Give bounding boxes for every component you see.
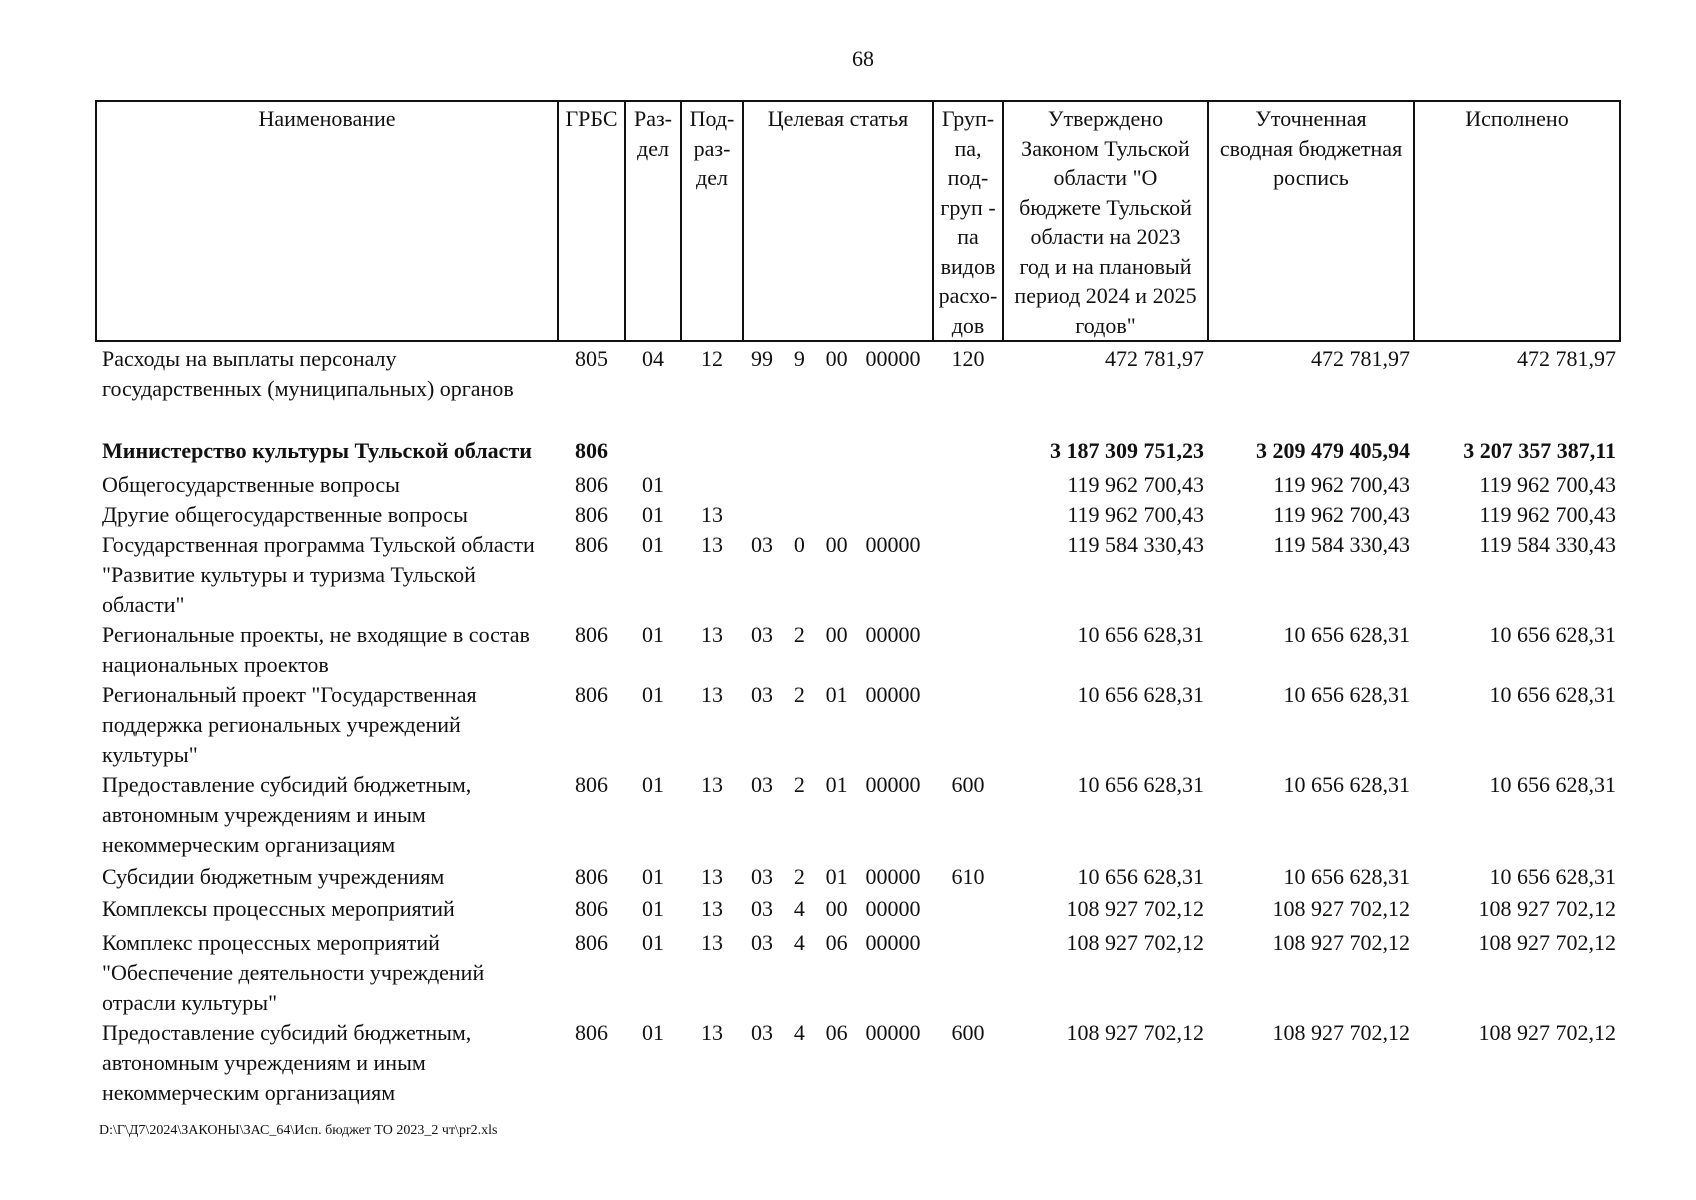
row-podrazdel: 13 — [701, 1020, 723, 1045]
target-article-part: 03 — [751, 930, 773, 955]
target-article-part: 2 — [793, 682, 805, 707]
target-article-parts — [745, 680, 931, 710]
row-target-article — [743, 466, 933, 500]
row-grbs: 806 — [575, 930, 608, 955]
row-target-article — [743, 1018, 933, 1108]
row-executed: 3 207 357 387,11 — [1463, 438, 1616, 463]
target-article-part: 00000 — [865, 930, 921, 955]
header-refined: Уточненная сводная бюджетная роспись — [1208, 101, 1414, 341]
row-razdel: 01 — [642, 622, 664, 647]
row-grbs: 806 — [575, 502, 608, 527]
row-razdel: 01 — [642, 472, 664, 497]
row-grbs: 806 — [575, 532, 608, 557]
row-group — [933, 680, 1003, 770]
table-row — [96, 680, 1620, 770]
row-refined: 108 927 702,12 — [1272, 930, 1410, 955]
table-row — [96, 500, 1620, 530]
table-row — [96, 1018, 1620, 1108]
row-approved: 119 962 700,43 — [1067, 502, 1204, 527]
row-razdel: 04 — [642, 346, 664, 371]
row-grbs: 806 — [575, 622, 608, 647]
row-name: Расходы на выплаты персоналу государственных (муниципальных) органов — [102, 346, 514, 401]
target-article-part: 03 — [751, 622, 773, 647]
target-article-parts — [745, 862, 931, 892]
target-article-part: 00000 — [865, 346, 921, 371]
row-razdel: 01 — [642, 864, 664, 889]
target-article-parts — [745, 530, 931, 560]
row-podrazdel: 13 — [701, 622, 723, 647]
row-executed: 108 927 702,12 — [1478, 1020, 1616, 1045]
row-target-article — [743, 500, 933, 530]
target-article-part: 2 — [793, 772, 805, 797]
row-grbs: 806 — [575, 682, 608, 707]
row-approved: 10 656 628,31 — [1077, 864, 1204, 889]
row-name: Государственная программа Тульской области "Развитие культуры и туризма Тульской области" — [102, 532, 535, 617]
target-article-part: 00 — [825, 532, 848, 557]
table-row — [96, 928, 1620, 1018]
row-name: Предоставление субсидий бюджетным, автономным учреждениям и иным некоммерческим организациям — [102, 1020, 472, 1105]
row-approved: 119 584 330,43 — [1067, 532, 1204, 557]
row-podrazdel: 13 — [701, 930, 723, 955]
header-podrazdel: Под- раз- дел — [681, 101, 743, 341]
row-grbs: 805 — [575, 346, 608, 371]
target-article-part: 03 — [751, 1020, 773, 1045]
row-group — [933, 466, 1003, 500]
row-executed: 108 927 702,12 — [1478, 896, 1616, 921]
row-approved: 10 656 628,31 — [1077, 622, 1204, 647]
row-refined: 10 656 628,31 — [1283, 622, 1410, 647]
row-refined: 3 209 479 405,94 — [1256, 438, 1410, 463]
row-approved: 10 656 628,31 — [1077, 682, 1204, 707]
target-article-part: 03 — [751, 532, 773, 557]
row-executed: 119 962 700,43 — [1479, 502, 1616, 527]
row-approved: 10 656 628,31 — [1077, 772, 1204, 797]
row-razdel: 01 — [642, 682, 664, 707]
row-razdel — [625, 404, 681, 466]
table-row — [96, 770, 1620, 860]
row-group — [933, 894, 1003, 928]
header-razdel: Раз- дел — [625, 101, 681, 341]
target-article-part: 4 — [793, 1020, 805, 1045]
target-article-part: 00000 — [865, 1020, 921, 1045]
row-approved: 472 781,97 — [1105, 346, 1204, 371]
target-article-parts — [745, 894, 931, 924]
budget-table — [95, 100, 1621, 1108]
header-executed: Исполнено — [1414, 101, 1620, 341]
row-grbs: 806 — [575, 896, 608, 921]
target-article-part: 00000 — [865, 772, 921, 797]
page-number: 68 — [852, 46, 874, 71]
row-executed: 119 584 330,43 — [1479, 532, 1616, 557]
table-row — [96, 404, 1620, 466]
row-executed: 10 656 628,31 — [1489, 772, 1616, 797]
row-grbs: 806 — [575, 438, 608, 463]
row-razdel: 01 — [642, 896, 664, 921]
row-refined: 119 962 700,43 — [1273, 502, 1410, 527]
target-article-part: 01 — [825, 682, 848, 707]
target-article-part: 4 — [793, 896, 805, 921]
target-article-part: 00000 — [865, 622, 921, 647]
row-name: Региональный проект "Государственная поддержка региональных учреждений культуры" — [102, 682, 477, 767]
row-executed: 472 781,97 — [1517, 346, 1616, 371]
row-refined: 10 656 628,31 — [1283, 864, 1410, 889]
row-target-article — [743, 894, 933, 928]
target-article-part: 00 — [825, 896, 848, 921]
row-name: Министерство культуры Тульской области — [102, 438, 532, 463]
row-approved: 108 927 702,12 — [1066, 930, 1204, 955]
row-podrazdel: 13 — [701, 864, 723, 889]
header-target: Целевая статья — [743, 101, 933, 341]
row-group — [933, 404, 1003, 466]
table-row — [96, 466, 1620, 500]
row-approved: 3 187 309 751,23 — [1050, 438, 1204, 463]
row-executed: 108 927 702,12 — [1478, 930, 1616, 955]
target-article-part: 2 — [793, 864, 805, 889]
row-group: 600 — [951, 1020, 985, 1045]
table-row — [96, 620, 1620, 680]
row-group: 610 — [951, 864, 985, 889]
row-grbs: 806 — [575, 472, 608, 497]
row-target-article — [743, 680, 933, 770]
row-podrazdel: 12 — [701, 346, 723, 371]
row-refined: 119 584 330,43 — [1273, 532, 1410, 557]
target-article-part: 03 — [751, 864, 773, 889]
row-target-article — [743, 770, 933, 860]
row-name: Общегосударственные вопросы — [102, 472, 400, 497]
row-target-article — [743, 404, 933, 466]
row-target-article — [743, 928, 933, 1018]
row-podrazdel: 13 — [701, 682, 723, 707]
row-target-article — [743, 860, 933, 894]
row-target-article — [743, 530, 933, 620]
row-grbs: 806 — [575, 864, 608, 889]
header-grbs: ГРБС — [558, 101, 625, 341]
table-row — [96, 530, 1620, 620]
target-article-part: 0 — [793, 532, 805, 557]
target-article-part: 4 — [793, 930, 805, 955]
target-article-part: 03 — [751, 896, 773, 921]
row-name: Комплекс процессных мероприятий "Обеспечение деятельности учреждений отрасли культуры" — [102, 930, 485, 1015]
row-executed: 119 962 700,43 — [1479, 472, 1616, 497]
row-grbs: 806 — [575, 1020, 608, 1045]
target-article-parts — [745, 620, 931, 650]
row-name: Комплексы процессных мероприятий — [102, 896, 455, 921]
row-group — [933, 530, 1003, 620]
row-podrazdel: 13 — [701, 772, 723, 797]
target-article-part: 00000 — [865, 896, 921, 921]
target-article-part: 2 — [793, 622, 805, 647]
target-article-part: 01 — [825, 772, 848, 797]
row-name: Субсидии бюджетным учреждениям — [102, 864, 445, 889]
row-podrazdel — [681, 404, 743, 466]
row-approved: 108 927 702,12 — [1066, 1020, 1204, 1045]
row-podrazdel — [681, 466, 743, 500]
row-podrazdel: 13 — [701, 532, 723, 557]
footer-file-path: D:\Г\Д7\2024\ЗАКОНЫ\ЗАС_64\Исп. бюджет ТО 2023_2 чт\pr2.xls — [99, 1123, 498, 1138]
table-row — [96, 860, 1620, 894]
row-grbs: 806 — [575, 772, 608, 797]
row-razdel: 01 — [642, 532, 664, 557]
row-target-article — [743, 620, 933, 680]
row-target-article — [743, 341, 933, 404]
row-refined: 108 927 702,12 — [1272, 896, 1410, 921]
target-article-part: 00 — [825, 622, 848, 647]
target-article-part: 03 — [751, 772, 773, 797]
table-row — [96, 341, 1620, 404]
row-group — [933, 928, 1003, 1018]
row-razdel: 01 — [642, 502, 664, 527]
row-group — [933, 620, 1003, 680]
header-approved: Утверждено Законом Тульской области "О бюджете Тульской области на 2023 год и на плановый период 2024 и 2025 годов" — [1003, 101, 1208, 341]
target-article-part: 06 — [825, 930, 848, 955]
table-row — [96, 894, 1620, 928]
target-article-part: 9 — [793, 346, 805, 371]
target-article-parts — [745, 770, 931, 800]
row-name: Региональные проекты, не входящие в состав национальных проектов — [102, 622, 530, 677]
row-approved: 119 962 700,43 — [1067, 472, 1204, 497]
row-group — [933, 500, 1003, 530]
row-refined: 119 962 700,43 — [1273, 472, 1410, 497]
row-refined: 10 656 628,31 — [1283, 682, 1410, 707]
row-group: 120 — [951, 346, 985, 371]
row-name: Другие общегосударственные вопросы — [102, 502, 468, 527]
row-executed: 10 656 628,31 — [1489, 682, 1616, 707]
target-article-part: 99 — [751, 346, 773, 371]
row-razdel: 01 — [642, 930, 664, 955]
header-group: Груп- па, под- груп - па видов расхо- дов — [933, 101, 1003, 341]
row-refined: 472 781,97 — [1311, 346, 1410, 371]
row-approved: 108 927 702,12 — [1066, 896, 1204, 921]
row-podrazdel: 13 — [701, 896, 723, 921]
row-name: Предоставление субсидий бюджетным, автономным учреждениям и иным некоммерческим организациям — [102, 772, 472, 857]
row-executed: 10 656 628,31 — [1489, 622, 1616, 647]
target-article-part: 00000 — [865, 532, 921, 557]
row-executed: 10 656 628,31 — [1489, 864, 1616, 889]
target-article-part: 01 — [825, 864, 848, 889]
row-refined: 10 656 628,31 — [1283, 772, 1410, 797]
row-group: 600 — [951, 772, 985, 797]
header-name: Наименование — [96, 101, 558, 341]
row-podrazdel: 13 — [701, 502, 723, 527]
target-article-part: 00000 — [865, 682, 921, 707]
table-header-row — [96, 101, 1620, 341]
target-article-parts — [745, 1018, 931, 1048]
target-article-part: 00 — [825, 346, 848, 371]
row-refined: 108 927 702,12 — [1272, 1020, 1410, 1045]
target-article-parts — [745, 344, 931, 374]
target-article-parts — [745, 928, 931, 958]
target-article-part: 03 — [751, 682, 773, 707]
row-razdel: 01 — [642, 1020, 664, 1045]
target-article-part: 06 — [825, 1020, 848, 1045]
target-article-part: 00000 — [865, 864, 921, 889]
row-razdel: 01 — [642, 772, 664, 797]
